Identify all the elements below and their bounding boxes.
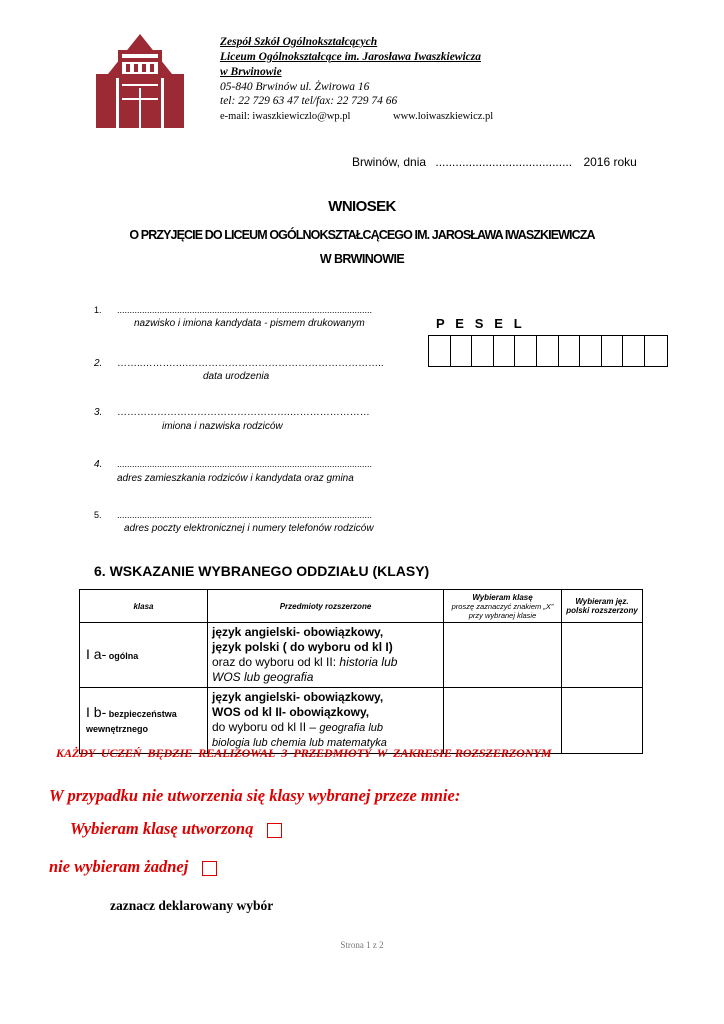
table-header-row <box>80 590 643 623</box>
school-logo <box>96 32 184 128</box>
col-choose-title: Wybieram klasę <box>472 592 533 602</box>
field-1-number: 1. <box>94 305 102 315</box>
field-4-number: 4. <box>94 459 103 470</box>
pesel-digit-box[interactable] <box>645 336 667 366</box>
class-selection-table <box>79 589 643 754</box>
col-class-header: klasa <box>80 590 208 623</box>
col-subjects-header: Przedmioty rozszerzone <box>208 590 444 623</box>
field-5-line[interactable]: ...................................................................................................... <box>117 510 373 520</box>
town-name: w Brwinowie <box>220 66 282 78</box>
class-ib-cell <box>80 688 208 754</box>
date-dots: ......................................... <box>435 155 573 169</box>
table-row <box>80 623 643 688</box>
pesel-digit-box[interactable] <box>451 336 473 366</box>
class-ib-type: bezpieczeństwa wewnętrznego <box>86 709 177 734</box>
section-6-heading: 6. WSKAZANIE WYBRANEGO ODDZIAŁU (KLASY) <box>94 563 430 579</box>
class-ia-polish-cell[interactable] <box>562 623 643 688</box>
pesel-digit-box[interactable] <box>623 336 645 366</box>
field-5-number: 5. <box>94 510 102 520</box>
lyceum-name: Liceum Ogólnokształcące im. Jarosława Iwaszkiewicza <box>220 51 481 63</box>
pesel-digit-box[interactable] <box>580 336 602 366</box>
pesel-digit-box[interactable] <box>602 336 624 366</box>
class-ia-cell <box>80 623 208 688</box>
declare-instruction: zaznacz deklarowany wybór <box>110 898 274 913</box>
field-2-line[interactable]: ……..……….….………………………………………………….. <box>117 358 384 369</box>
col-choose-note: proszę zaznaczyć znakiem „X” przy wybranej klasie <box>451 601 554 620</box>
field-4-line[interactable]: ...................................................................................................... <box>117 459 373 469</box>
class-ib-choose-cell[interactable] <box>444 688 562 754</box>
date-line <box>352 155 637 169</box>
field-1-caption: nazwisko i imiona kandydata - pismem drukowanym <box>134 318 365 329</box>
form-subtitle: O PRZYJĘCIE DO LICEUM OGÓLNOKSZTAŁCĄCEGO IM. JAROSŁAWA IWASZKIEWICZA <box>129 228 595 242</box>
pesel-digit-box[interactable] <box>494 336 516 366</box>
field-2-number: 2. <box>94 358 103 369</box>
address: 05-840 Brwinów ul. Żwirowa 16 <box>220 81 370 93</box>
subject-line: WOS od kl II- obowiązkowy, <box>212 705 370 719</box>
class-ia-subjects <box>208 623 444 688</box>
date-prefix: Brwinów, dnia <box>352 155 427 169</box>
phone: tel: 22 729 63 47 tel/fax: 22 729 74 66 <box>220 95 398 107</box>
class-ia-label: I a- <box>86 646 107 662</box>
subject-line: język polski ( do wyboru od kl I) <box>212 640 393 654</box>
class-ia-type: ogólna <box>106 651 139 661</box>
option-none-label: nie wybieram żadnej <box>49 857 189 876</box>
date-suffix: 2016 roku <box>583 155 637 169</box>
subject-line: język angielski- obowiązkowy, <box>212 690 384 704</box>
field-4-caption: adres zamieszkania rodziców i kandydata oraz gmina <box>117 473 354 484</box>
choice-intro: W przypadku nie utworzenia się klasy wybranej przeze mnie: <box>49 786 461 805</box>
form-title: WNIOSEK <box>328 198 396 215</box>
page-number: Strona 1 z 2 <box>340 940 384 950</box>
school-name: Zespół Szkół Ogólnokształcących <box>220 36 378 48</box>
field-5-caption: adres poczty elektronicznej i numery telefonów rodziców <box>124 523 374 534</box>
class-ib-subjects <box>208 688 444 754</box>
pesel-digit-box[interactable] <box>472 336 494 366</box>
subject-line: WOS lub geografia <box>212 670 314 684</box>
subject-line: biologia lub chemia lub matematyka <box>212 737 387 749</box>
option-created-class-checkbox[interactable] <box>267 823 282 838</box>
class-ib-polish-cell[interactable] <box>562 688 643 754</box>
pesel-digit-box[interactable] <box>429 336 451 366</box>
class-ib-label: I b- <box>86 704 107 720</box>
option-created-class-label: Wybieram klasę utworzoną <box>70 819 254 838</box>
col-choose-header <box>444 590 562 623</box>
subject-line: do wyboru od kl II – geografia lub <box>212 720 383 734</box>
field-3-number: 3. <box>94 407 103 418</box>
option-created-class <box>70 819 282 839</box>
form-subtitle-town: W BRWINOWIE <box>319 252 405 266</box>
email: e-mail: iwaszkiewiczlo@wp.pl <box>220 111 351 122</box>
website: www.loiwaszkiewicz.pl <box>393 111 494 122</box>
field-3-caption: imiona i nazwiska rodziców <box>162 421 283 432</box>
pesel-boxes[interactable] <box>428 335 668 367</box>
subject-line: oraz do wyboru od kl II: historia lub <box>212 655 398 669</box>
class-ia-choose-cell[interactable] <box>444 623 562 688</box>
col-polish-header: Wybieram jęz. polski rozszerzony <box>562 590 643 623</box>
extended-subjects-notice: KAŻDY UCZEŃ BĘDZIE REALIZOWAŁ 3 PRZEDMIOTY W ZAKRESIE ROZSZERZONYM <box>56 746 552 760</box>
field-2-caption: data urodzenia <box>203 371 270 382</box>
option-none <box>49 857 217 877</box>
pesel-label: P E S E L <box>436 316 522 331</box>
pesel-digit-box[interactable] <box>559 336 581 366</box>
table-row <box>80 688 643 754</box>
subject-line: język angielski- obowiązkowy, <box>212 625 384 639</box>
field-1-line[interactable]: ...................................................................................................... <box>117 305 373 315</box>
field-3-line[interactable]: …………………………………………….…………………… <box>117 407 370 418</box>
pesel-digit-box[interactable] <box>537 336 559 366</box>
option-none-checkbox[interactable] <box>202 861 217 876</box>
pesel-digit-box[interactable] <box>515 336 537 366</box>
